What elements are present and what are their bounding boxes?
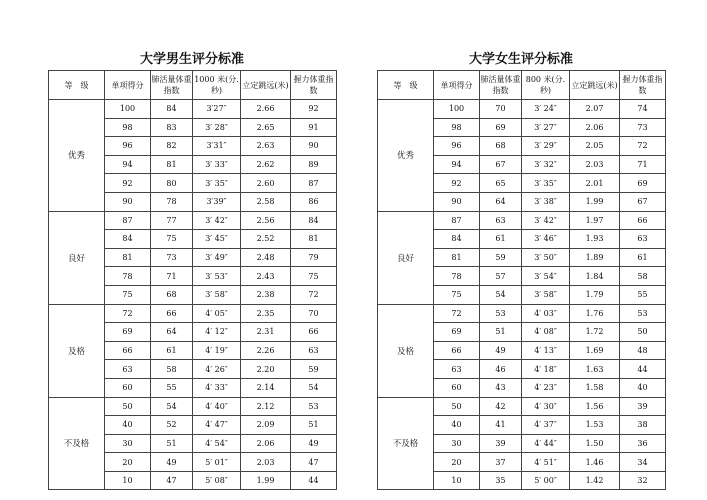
header-run-time: 1000 米(分.秒)	[193, 71, 241, 100]
score-cell: 75	[105, 285, 151, 304]
long-jump-cell: 1.79	[570, 285, 620, 304]
long-jump-cell: 2.63	[241, 137, 291, 156]
score-cell: 92	[434, 174, 480, 193]
vital-capacity-cell: 53	[480, 304, 522, 323]
long-jump-cell: 1.69	[570, 341, 620, 360]
run-time-cell: 4′ 13″	[522, 341, 570, 360]
header-grip-strength: 握力体重指数	[291, 71, 337, 100]
grip-strength-cell: 79	[291, 248, 337, 267]
header-long-jump: 立定跳远(米)	[241, 71, 291, 100]
table-row	[378, 304, 666, 323]
table-row	[49, 397, 337, 416]
long-jump-cell: 1.46	[570, 453, 620, 472]
score-cell: 98	[434, 118, 480, 137]
grip-strength-cell: 44	[291, 471, 337, 490]
run-time-cell: 4′ 23″	[522, 378, 570, 397]
score-cell: 94	[434, 155, 480, 174]
run-time-cell: 3′31″	[193, 137, 241, 156]
header-run-time: 800 米(分.秒)	[522, 71, 570, 100]
grip-strength-cell: 51	[291, 416, 337, 435]
grade-cell: 及格	[49, 304, 105, 397]
score-cell: 94	[105, 155, 151, 174]
long-jump-cell: 1.72	[570, 323, 620, 342]
grip-strength-cell: 34	[620, 453, 666, 472]
long-jump-cell: 1.93	[570, 230, 620, 249]
score-cell: 100	[105, 100, 151, 119]
long-jump-cell: 2.14	[241, 378, 291, 397]
long-jump-cell: 2.01	[570, 174, 620, 193]
grip-strength-cell: 49	[291, 434, 337, 453]
grip-strength-cell: 47	[291, 453, 337, 472]
grade-cell: 良好	[49, 211, 105, 304]
score-cell: 30	[434, 434, 480, 453]
run-time-cell: 3′27″	[193, 100, 241, 119]
run-time-cell: 3′ 58″	[522, 285, 570, 304]
header-vital-capacity: 肺活量体重指数	[480, 71, 522, 100]
grip-strength-cell: 73	[620, 118, 666, 137]
grip-strength-cell: 44	[620, 360, 666, 379]
vital-capacity-cell: 78	[151, 192, 193, 211]
grip-strength-cell: 81	[291, 230, 337, 249]
run-time-cell: 3′ 45″	[193, 230, 241, 249]
grip-strength-cell: 90	[291, 137, 337, 156]
header-row	[49, 71, 337, 100]
long-jump-cell: 1.99	[570, 192, 620, 211]
score-cell: 96	[434, 137, 480, 156]
long-jump-cell: 1.99	[241, 471, 291, 490]
long-jump-cell: 1.84	[570, 267, 620, 286]
grip-strength-cell: 71	[620, 155, 666, 174]
grip-strength-cell: 86	[291, 192, 337, 211]
run-time-cell: 4′ 40″	[193, 397, 241, 416]
score-cell: 69	[434, 323, 480, 342]
score-cell: 20	[105, 453, 151, 472]
long-jump-cell: 1.63	[570, 360, 620, 379]
long-jump-cell: 2.07	[570, 100, 620, 119]
long-jump-cell: 2.56	[241, 211, 291, 230]
long-jump-cell: 2.26	[241, 341, 291, 360]
run-time-cell: 4′ 08″	[522, 323, 570, 342]
long-jump-cell: 1.53	[570, 416, 620, 435]
score-cell: 20	[434, 453, 480, 472]
long-jump-cell: 2.43	[241, 267, 291, 286]
run-time-cell: 3′ 29″	[522, 137, 570, 156]
grip-strength-cell: 39	[620, 397, 666, 416]
run-time-cell: 3′ 50″	[522, 248, 570, 267]
run-time-cell: 4′ 26″	[193, 360, 241, 379]
grade-cell: 优秀	[49, 100, 105, 212]
header-row	[378, 71, 666, 100]
vital-capacity-cell: 64	[151, 323, 193, 342]
grade-cell: 不及格	[378, 397, 434, 490]
score-cell: 75	[434, 285, 480, 304]
grip-strength-cell: 61	[620, 248, 666, 267]
run-time-cell: 3′ 49″	[193, 248, 241, 267]
header-grip-strength: 握力体重指数	[620, 71, 666, 100]
run-time-cell: 5′ 00″	[522, 471, 570, 490]
vital-capacity-cell: 54	[151, 397, 193, 416]
vital-capacity-cell: 54	[480, 285, 522, 304]
grip-strength-cell: 75	[291, 267, 337, 286]
vital-capacity-cell: 67	[480, 155, 522, 174]
vital-capacity-cell: 46	[480, 360, 522, 379]
vital-capacity-cell: 84	[151, 100, 193, 119]
long-jump-cell: 2.62	[241, 155, 291, 174]
vital-capacity-cell: 52	[151, 416, 193, 435]
score-cell: 30	[105, 434, 151, 453]
table-row	[49, 211, 337, 230]
grip-strength-cell: 72	[291, 285, 337, 304]
score-cell: 98	[105, 118, 151, 137]
grade-cell: 及格	[378, 304, 434, 397]
vital-capacity-cell: 81	[151, 155, 193, 174]
male-standard-panel	[48, 50, 336, 490]
run-time-cell: 3′ 38″	[522, 192, 570, 211]
long-jump-cell: 2.58	[241, 192, 291, 211]
long-jump-cell: 1.56	[570, 397, 620, 416]
grip-strength-cell: 87	[291, 174, 337, 193]
table-row	[49, 100, 337, 119]
vital-capacity-cell: 68	[480, 137, 522, 156]
long-jump-cell: 2.65	[241, 118, 291, 137]
vital-capacity-cell: 61	[151, 341, 193, 360]
score-cell: 10	[105, 471, 151, 490]
long-jump-cell: 2.60	[241, 174, 291, 193]
score-cell: 81	[434, 248, 480, 267]
vital-capacity-cell: 37	[480, 453, 522, 472]
vital-capacity-cell: 65	[480, 174, 522, 193]
run-time-cell: 4′ 19″	[193, 341, 241, 360]
grip-strength-cell: 72	[620, 137, 666, 156]
vital-capacity-cell: 43	[480, 378, 522, 397]
grade-cell: 不及格	[49, 397, 105, 490]
table-title: 大学女生评分标准	[468, 52, 573, 67]
long-jump-cell: 2.48	[241, 248, 291, 267]
grip-strength-cell: 54	[291, 378, 337, 397]
run-time-cell: 3′ 27″	[522, 118, 570, 137]
run-time-cell: 4′ 05″	[193, 304, 241, 323]
grip-strength-cell: 92	[291, 100, 337, 119]
run-time-cell: 4′ 44″	[522, 434, 570, 453]
vital-capacity-cell: 68	[151, 285, 193, 304]
vital-capacity-cell: 66	[151, 304, 193, 323]
score-cell: 69	[105, 323, 151, 342]
grip-strength-cell: 53	[620, 304, 666, 323]
score-cell: 87	[105, 211, 151, 230]
run-time-cell: 3′ 42″	[522, 211, 570, 230]
grip-strength-cell: 50	[620, 323, 666, 342]
vital-capacity-cell: 55	[151, 378, 193, 397]
score-cell: 84	[434, 230, 480, 249]
grip-strength-cell: 58	[620, 267, 666, 286]
table-row	[49, 304, 337, 323]
score-cell: 84	[105, 230, 151, 249]
vital-capacity-cell: 41	[480, 416, 522, 435]
grip-strength-cell: 69	[620, 174, 666, 193]
run-time-cell: 5′ 08″	[193, 471, 241, 490]
long-jump-cell: 1.50	[570, 434, 620, 453]
vital-capacity-cell: 42	[480, 397, 522, 416]
vital-capacity-cell: 69	[480, 118, 522, 137]
run-time-cell: 3′ 42″	[193, 211, 241, 230]
long-jump-cell: 2.20	[241, 360, 291, 379]
run-time-cell: 3′ 35″	[522, 174, 570, 193]
long-jump-cell: 2.06	[570, 118, 620, 137]
vital-capacity-cell: 82	[151, 137, 193, 156]
run-time-cell: 4′ 18″	[522, 360, 570, 379]
score-cell: 63	[105, 360, 151, 379]
grip-strength-cell: 38	[620, 416, 666, 435]
female-score-table	[377, 70, 666, 490]
long-jump-cell: 2.05	[570, 137, 620, 156]
table-row	[378, 211, 666, 230]
vital-capacity-cell: 39	[480, 434, 522, 453]
vital-capacity-cell: 73	[151, 248, 193, 267]
vital-capacity-cell: 71	[151, 267, 193, 286]
grip-strength-cell: 63	[291, 341, 337, 360]
vital-capacity-cell: 70	[480, 100, 522, 119]
grip-strength-cell: 66	[291, 323, 337, 342]
long-jump-cell: 1.89	[570, 248, 620, 267]
long-jump-cell: 2.38	[241, 285, 291, 304]
header-score: 单项得分	[434, 71, 480, 100]
long-jump-cell: 2.06	[241, 434, 291, 453]
header-long-jump: 立定跳远(米)	[570, 71, 620, 100]
vital-capacity-cell: 58	[151, 360, 193, 379]
long-jump-cell: 2.09	[241, 416, 291, 435]
score-cell: 72	[434, 304, 480, 323]
table-row	[378, 397, 666, 416]
male-score-table	[48, 70, 337, 490]
score-cell: 40	[434, 416, 480, 435]
run-time-cell: 5′ 01″	[193, 453, 241, 472]
header-grade: 等 级	[378, 71, 434, 100]
score-cell: 100	[434, 100, 480, 119]
run-time-cell: 4′ 30″	[522, 397, 570, 416]
score-cell: 92	[105, 174, 151, 193]
vital-capacity-cell: 35	[480, 471, 522, 490]
run-time-cell: 4′ 33″	[193, 378, 241, 397]
score-cell: 10	[434, 471, 480, 490]
grip-strength-cell: 91	[291, 118, 337, 137]
score-cell: 90	[105, 192, 151, 211]
run-time-cell: 4′ 12″	[193, 323, 241, 342]
grip-strength-cell: 32	[620, 471, 666, 490]
vital-capacity-cell: 75	[151, 230, 193, 249]
run-time-cell: 4′ 47″	[193, 416, 241, 435]
run-time-cell: 3′39″	[193, 192, 241, 211]
header-vital-capacity: 肺活量体重指数	[151, 71, 193, 100]
grip-strength-cell: 55	[620, 285, 666, 304]
long-jump-cell: 2.03	[570, 155, 620, 174]
grip-strength-cell: 59	[291, 360, 337, 379]
vital-capacity-cell: 80	[151, 174, 193, 193]
long-jump-cell: 2.52	[241, 230, 291, 249]
grip-strength-cell: 66	[620, 211, 666, 230]
run-time-cell: 4′ 03″	[522, 304, 570, 323]
score-cell: 40	[105, 416, 151, 435]
vital-capacity-cell: 51	[151, 434, 193, 453]
vital-capacity-cell: 49	[151, 453, 193, 472]
score-cell: 87	[434, 211, 480, 230]
score-cell: 50	[434, 397, 480, 416]
score-cell: 78	[434, 267, 480, 286]
score-cell: 66	[434, 341, 480, 360]
run-time-cell: 4′ 54″	[193, 434, 241, 453]
vital-capacity-cell: 64	[480, 192, 522, 211]
grip-strength-cell: 63	[620, 230, 666, 249]
grip-strength-cell: 84	[291, 211, 337, 230]
run-time-cell: 3′ 46″	[522, 230, 570, 249]
grip-strength-cell: 48	[620, 341, 666, 360]
vital-capacity-cell: 49	[480, 341, 522, 360]
grip-strength-cell: 53	[291, 397, 337, 416]
score-cell: 60	[434, 378, 480, 397]
long-jump-cell: 1.97	[570, 211, 620, 230]
run-time-cell: 4′ 37″	[522, 416, 570, 435]
run-time-cell: 4′ 51″	[522, 453, 570, 472]
run-time-cell: 3′ 28″	[193, 118, 241, 137]
grip-strength-cell: 89	[291, 155, 337, 174]
vital-capacity-cell: 51	[480, 323, 522, 342]
score-cell: 72	[105, 304, 151, 323]
grip-strength-cell: 40	[620, 378, 666, 397]
score-cell: 81	[105, 248, 151, 267]
long-jump-cell: 2.66	[241, 100, 291, 119]
header-score: 单项得分	[105, 71, 151, 100]
score-cell: 96	[105, 137, 151, 156]
long-jump-cell: 2.12	[241, 397, 291, 416]
vital-capacity-cell: 57	[480, 267, 522, 286]
long-jump-cell: 2.31	[241, 323, 291, 342]
run-time-cell: 3′ 33″	[193, 155, 241, 174]
long-jump-cell: 2.03	[241, 453, 291, 472]
run-time-cell: 3′ 32″	[522, 155, 570, 174]
long-jump-cell: 1.42	[570, 471, 620, 490]
grade-cell: 良好	[378, 211, 434, 304]
grip-strength-cell: 70	[291, 304, 337, 323]
long-jump-cell: 1.58	[570, 378, 620, 397]
run-time-cell: 3′ 35″	[193, 174, 241, 193]
header-grade: 等 级	[49, 71, 105, 100]
score-cell: 50	[105, 397, 151, 416]
grip-strength-cell: 36	[620, 434, 666, 453]
grip-strength-cell: 74	[620, 100, 666, 119]
vital-capacity-cell: 47	[151, 471, 193, 490]
vital-capacity-cell: 77	[151, 211, 193, 230]
vital-capacity-cell: 83	[151, 118, 193, 137]
score-cell: 60	[105, 378, 151, 397]
run-time-cell: 3′ 24″	[522, 100, 570, 119]
run-time-cell: 3′ 58″	[193, 285, 241, 304]
run-time-cell: 3′ 53″	[193, 267, 241, 286]
vital-capacity-cell: 61	[480, 230, 522, 249]
female-standard-panel	[377, 50, 665, 490]
grade-cell: 优秀	[378, 100, 434, 212]
run-time-cell: 3′ 54″	[522, 267, 570, 286]
vital-capacity-cell: 59	[480, 248, 522, 267]
long-jump-cell: 1.76	[570, 304, 620, 323]
table-title: 大学男生评分标准	[139, 52, 244, 67]
score-cell: 66	[105, 341, 151, 360]
score-cell: 63	[434, 360, 480, 379]
score-cell: 90	[434, 192, 480, 211]
table-row	[378, 100, 666, 119]
long-jump-cell: 2.35	[241, 304, 291, 323]
vital-capacity-cell: 63	[480, 211, 522, 230]
score-cell: 78	[105, 267, 151, 286]
grip-strength-cell: 67	[620, 192, 666, 211]
